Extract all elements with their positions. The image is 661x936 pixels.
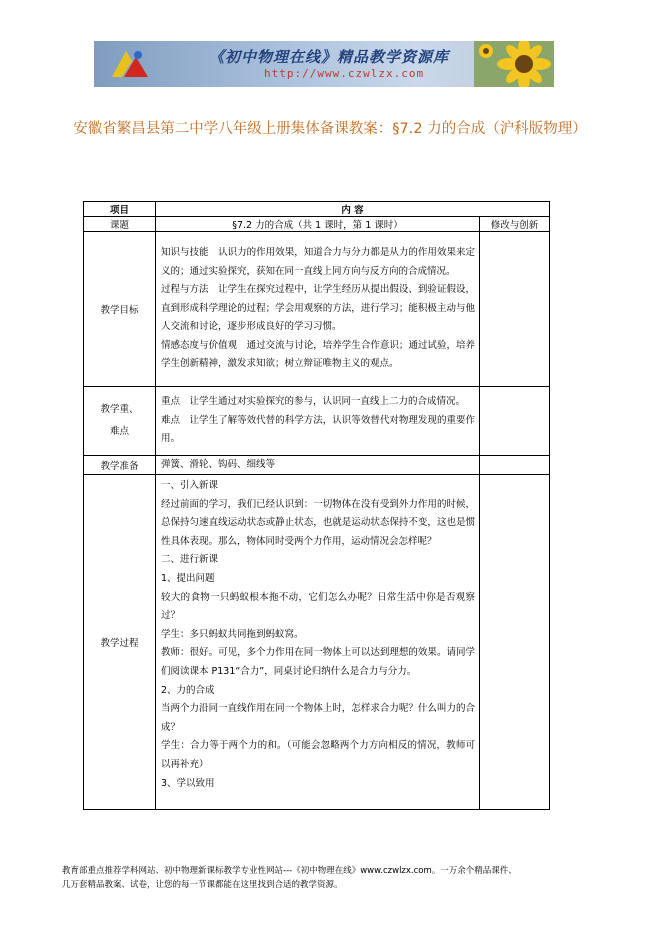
process-step: 教师：很好。可见，多个力作用在同一物体上可以达到理想的效果。请同学们阅读课本 P131“合力”，同桌讨论归纳什么是合力与分力。 bbox=[161, 647, 475, 677]
goals-content bbox=[156, 232, 480, 387]
table-row-process bbox=[84, 475, 550, 810]
goals-knowledge: 知识与技能 认识力的作用效果，知道合力与分力都是从力的作用效果来定义的；通过实验探究，获知在同一直线上同方向与反方向的合成情况。 bbox=[161, 246, 475, 277]
process-label: 教学过程 bbox=[84, 475, 156, 810]
goals-label: 教学目标 bbox=[84, 232, 156, 387]
goals-process: 过程与方法 让学生在探究过程中，让学生经历从提出假设、到验证假设，直到形成科学理论的过程；学会用观察的方法，进行学习；能积极主动与他人交流和讨论，逐步形成良好的学习习惯。 bbox=[161, 284, 475, 333]
process-step: 1、提出问题 bbox=[161, 572, 215, 584]
topic-value: §7.2 力的合成（共 1 课时，第 1 课时） bbox=[156, 217, 480, 232]
process-step: 较大的食物一只蚂蚁根本拖不动，它们怎么办呢？日常生活中你是否观察过？ bbox=[161, 591, 475, 622]
banner-title: 《初中物理在线》精品教学资源库 bbox=[209, 48, 450, 66]
process-content bbox=[156, 475, 480, 810]
prep-label: 教学准备 bbox=[84, 456, 156, 475]
site-logo-icon bbox=[108, 47, 152, 81]
process-step: 经过前面的学习，我们已经认识到：一切物体在没有受到外力作用的时候，总保持匀速直线运动状态或静止状态，也就是运动状态保持不变，这也是惯性具体表现。那么，物体同时受两个力作用，运动情况会怎样呢？ bbox=[161, 498, 475, 547]
prep-notes[interactable] bbox=[480, 456, 550, 475]
revision-column-label: 修改与创新 bbox=[480, 217, 550, 232]
difficult-point: 难点 让学生了解等效代替的科学方法，认识等效替代对物理发现的重要作用。 bbox=[161, 414, 475, 445]
key-points-content bbox=[156, 387, 480, 456]
table-header-row bbox=[84, 202, 550, 217]
header-content: 内 容 bbox=[156, 202, 550, 217]
lesson-plan-table bbox=[83, 201, 550, 810]
process-step: 3、学以致用 bbox=[161, 777, 215, 789]
goals-attitude: 情感态度与价值观 通过交流与讨论，培养学生合作意识；通过试验，培养学生创新精神，激发求知欲；树立辩证唯物主义的观点。 bbox=[161, 339, 475, 370]
topic-label: 课题 bbox=[84, 217, 156, 232]
header-item: 项目 bbox=[84, 202, 156, 217]
sunflower-icon bbox=[474, 41, 554, 87]
banner-url[interactable]: http://www.czwlzx.com bbox=[264, 67, 425, 80]
process-notes[interactable] bbox=[480, 475, 550, 810]
key-points-notes[interactable] bbox=[480, 387, 550, 456]
key-points-label bbox=[84, 387, 156, 456]
process-step: 一、引入新课 bbox=[161, 480, 219, 491]
table-row-key-points bbox=[84, 387, 550, 456]
key-point: 重点 让学生通过对实验探究的参与，认识同一直线上二力的合成情况。 bbox=[161, 396, 466, 408]
page-footer bbox=[62, 864, 612, 892]
table-row-prep bbox=[84, 456, 550, 475]
footer-line-2: 几万套精品教案、试卷，让您的每一节课都能在这里找到合适的教学资源。 bbox=[62, 880, 343, 890]
table-row-goals bbox=[84, 232, 550, 387]
process-step: 2、力的合成 bbox=[161, 684, 215, 696]
key-points-label-line1: 教学重、 bbox=[100, 404, 139, 415]
key-points-label-line2: 难点 bbox=[109, 426, 129, 437]
process-step: 当两个力沿同一直线作用在同一个物体上时，怎样求合力呢？什么叫力的合成？ bbox=[161, 703, 475, 733]
table-row-topic bbox=[84, 217, 550, 232]
process-step: 二、进行新课 bbox=[161, 554, 219, 566]
document-title: 安徽省繁昌县第二中学八年级上册集体备课教案：§7.2 力的合成（沪科版物理） bbox=[73, 121, 587, 137]
process-step: 学生：合力等于两个力的和。（可能会忽略两个力方向相反的情况，教师可以再补充） bbox=[161, 740, 475, 770]
prep-value: 弹簧、滑轮、钩码、细线等 bbox=[156, 456, 480, 475]
site-banner bbox=[94, 41, 554, 87]
goals-notes[interactable] bbox=[480, 232, 550, 387]
footer-line-1: 教育部重点推荐学科网站、初中物理新课标教学专业性网站---《初中物理在线》www.czwlzx.com。一万余个精品课件、 bbox=[62, 866, 517, 876]
process-step: 学生：多只蚂蚁共同拖到蚂蚁窝。 bbox=[161, 628, 304, 640]
